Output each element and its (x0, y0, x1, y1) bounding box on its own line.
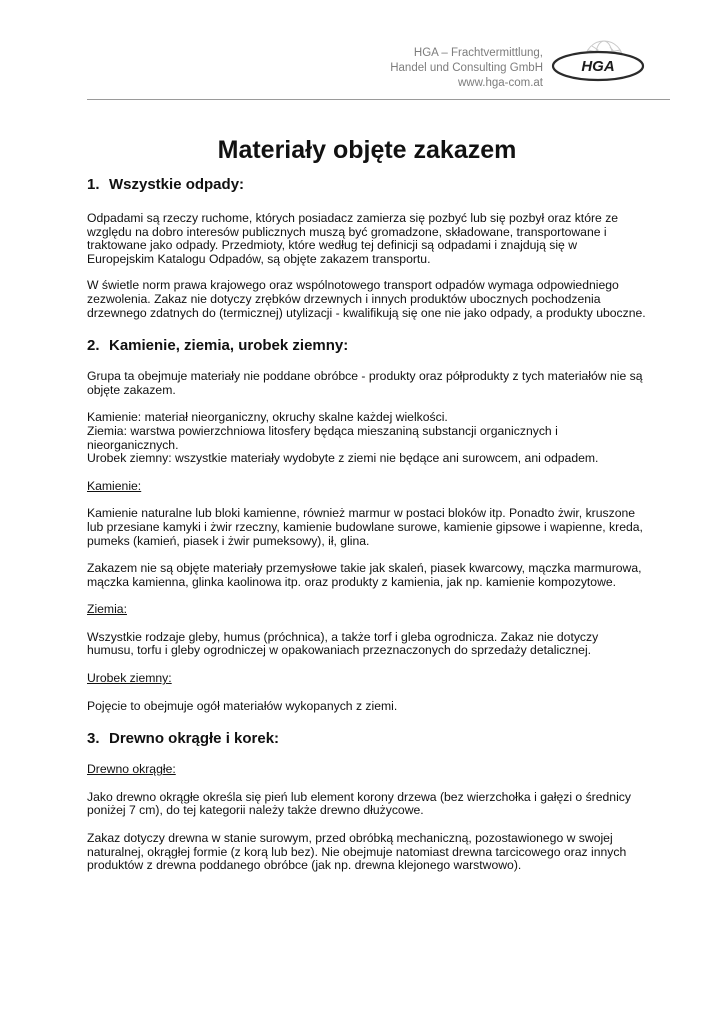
definition-soil: Ziemia: warstwa powierzchniowa litosfery będąca mieszaniną substancji organicznych i nieorganicznych. (87, 423, 558, 452)
section-title: Wszystkie odpady: (109, 176, 245, 193)
subheading-spoil: Urobek ziemny: (87, 671, 172, 686)
header-divider (87, 99, 670, 100)
paragraph: Odpadami są rzeczy ruchome, których posiadacz zamierza się pozbyć lub się pozbył oraz które ze względu na dobro interesów publicznych muszą być gromadzone, składowane, transportowane i traktowane jako odpady. Przedmioty, które według tej definicji są odpadami i znajdują się w Europejskim Katalogu Odpadów, są objęte zakazem transportu. (87, 211, 619, 266)
section-title: Kamienie, ziemia, urobek ziemny: (109, 337, 349, 355)
paragraph: Pojęcie to obejmuje ogół materiałów wykopanych z ziemi. (87, 698, 398, 713)
section-number: 1. (87, 176, 100, 193)
page-header (87, 38, 670, 98)
section-title: Drewno okrągłe i korek: (109, 730, 280, 748)
document-body (87, 132, 647, 873)
subheading-roundwood: Drewno okrągłe: (87, 762, 176, 777)
section-number: 3. (87, 730, 100, 748)
page-title: Materiały objęte zakazem (217, 136, 517, 164)
paragraph: Kamienie naturalne lub bloki kamienne, również marmur w postaci bloków itp. Ponadto żwir, kruszone lub przesiane kamyki i żwir rzeczny, kamienie budowlane surowe, kamienie gipsowe i wapienne, kreda, pumeks (kamień, piasek i żwir pumeksowy), ił, glina. (87, 506, 643, 548)
definition-spoil: Urobek ziemny: wszystkie materiały wydobyte z ziemi nie będące ani surowcem, ani odpadem. (87, 451, 599, 466)
paragraph: Grupa ta obejmuje materiały nie poddane obróbce - produkty oraz półprodukty z tych materiałów nie są objęte zakazem. (87, 369, 643, 397)
paragraph: Zakaz dotyczy drewna w stanie surowym, przed obróbką mechaniczną, pozostawionego w swojej naturalnej, okrągłej formie (z korą lub bez). Nie obejmuje natomiast drewna tarcicowego oraz innych produktów z drewna poddanego obróbce (jak np. drewna klejonego warstwowo). (87, 831, 627, 873)
company-name-line2: Handel und Consulting GmbH (390, 62, 543, 74)
section-2-heading (87, 336, 647, 356)
definition-stones: Kamienie: materiał nieorganiczny, okruchy skalne każdej wielkości. (87, 410, 448, 425)
company-info (390, 46, 543, 91)
paragraph: W świetle norm prawa krajowego oraz wspólnotowego transport odpadów wymaga odpowiedniego zezwolenia. Zakaz nie dotyczy zrębków drzewnych i innych produktów ubocznych pochodzenia drzewnego zdatnych do (termicznej) utylizacji - kwalifikują się one nie jako odpady, a produkty uboczne. (87, 278, 646, 320)
company-website: www.hga-com.at (457, 77, 543, 89)
paragraph: Zakazem nie są objęte materiały przemysłowe takie jak skaleń, piasek kwarcowy, mączka marmurowa, mączka kamienna, glinka kaolinowa itp. oraz produkty z kamienia, jak np. kamienie kompozytowe. (87, 561, 642, 589)
company-name-line1: HGA – Frachtvermittlung, (413, 47, 543, 59)
section-1-heading (87, 175, 647, 195)
logo-text: HGA (581, 58, 615, 75)
paragraph: Wszystkie rodzaje gleby, humus (próchnica), a także torf i gleba ogrodnicza. Zakaz nie dotyczy humusu, torfu i gleby ogrodniczej w opakowaniach przeznaczonych do sprzedaży detalicznej. (87, 629, 599, 658)
hga-logo (544, 38, 652, 94)
section-number: 2. (87, 337, 100, 355)
paragraph: Jako drewno okrągłe określa się pień lub element korony drzewa (bez wierzchołka i gałęzi o średnicy poniżej 7 cm), do tej kategorii należy także drewno dłużycowe. (87, 789, 631, 818)
subheading-soil: Ziemia: (87, 602, 127, 617)
section-3-heading (87, 729, 647, 749)
subheading-stones: Kamienie: (87, 478, 142, 493)
